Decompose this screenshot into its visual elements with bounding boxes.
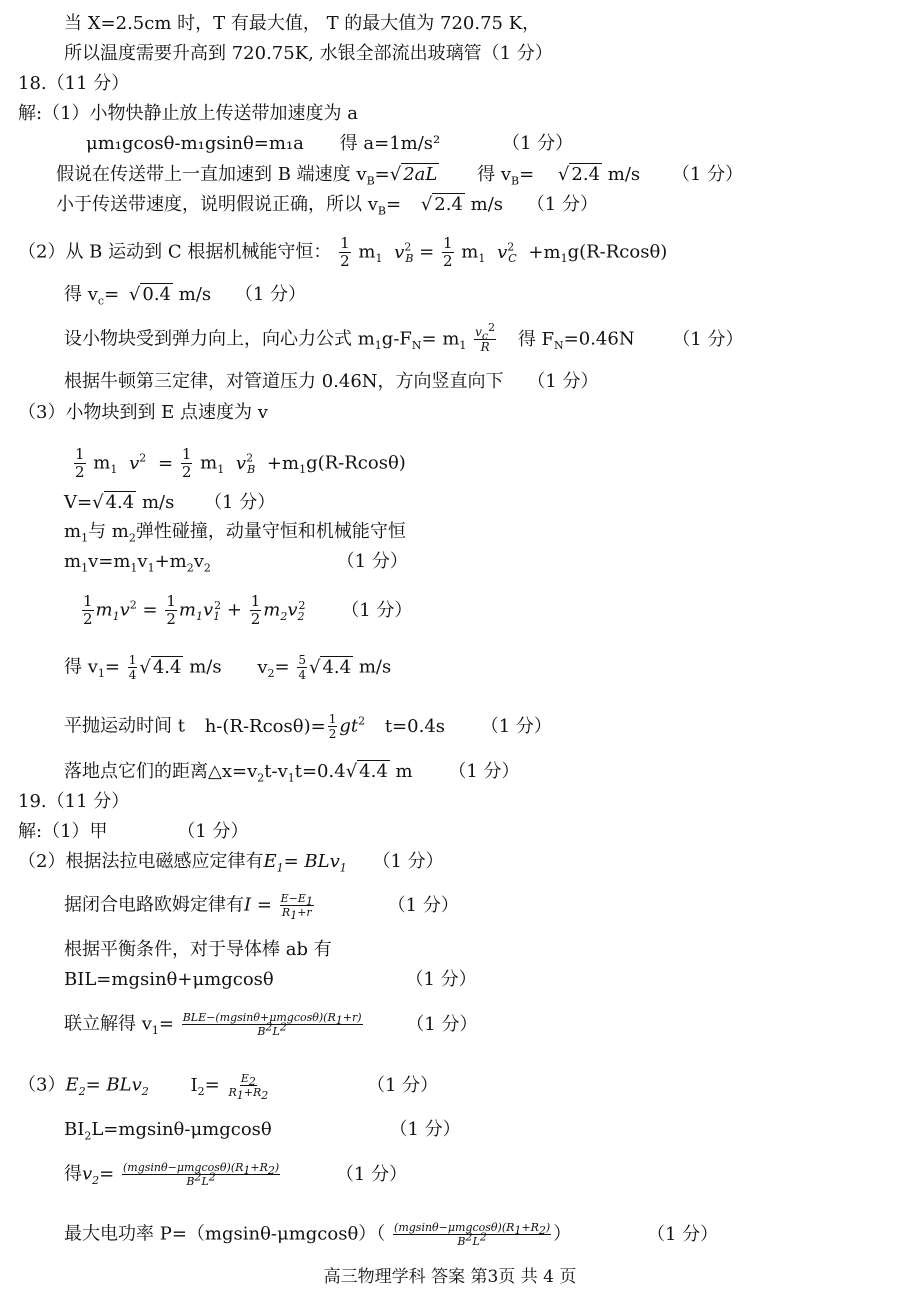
text-line: 根据平衡条件，对于导体棒 ab 有 [64, 939, 332, 960]
text-line: （3）小物块到到 E 点速度为 v [18, 402, 268, 423]
equation-line: 得$v_2=$ $\frac{(mgsin\theta-\mu mgcos\theta)(R_1+R_2)}{B^2L^2}$ （1 分） [64, 1161, 408, 1188]
page-footer: 高三物理学科 答案 第3页 共 4 页 [323, 1267, 577, 1287]
text-line: 得 $v_c=$ √ 0.4 m/s （1 分） [64, 284, 307, 308]
equation-line: $\frac{1}{2}$ $m_1$ $v^2$ = $\frac{1}{2}$ $m_1$ $v^2_B +m_1g(R-Rcos\theta)$ [75, 445, 406, 481]
text-line: 根据牛顿第三定律，对管道压力 0.46N，方向竖直向下 （1 分） [64, 371, 599, 392]
text-line: V=√ 4.4 m/s （1 分） [64, 492, 276, 513]
equation-line: $m_1v=m_1v_1+m_2v_2$ （1 分） [64, 551, 408, 575]
equation-line: 平抛运动时间 t h-(R-Rcosθ)= $\frac{1}{2}$ $gt^2$ t=0.4s （1 分） [64, 712, 552, 741]
text-line: 设小物块受到弹力向上，向心力公式 $m_1g-F_N= m_1$ $\frac{v_c^2}{R}$ 得 $F_N=0.46N$ （1 分） [64, 321, 744, 354]
equation-line: μm₁gcosθ-m₁gsinθ=m₁a 得 a=1m/s² （1 分） [86, 133, 574, 154]
equation-line: $(3)E_2= BLv_2$ $I_2=$ $\frac{E_2}{R_1+R_2}$ （1 分） [18, 1072, 439, 1103]
text-line: 解:（1）甲 （1 分） [18, 821, 249, 842]
equation-line: $BI_2L=mgsin\theta$-μmgcosθ （1 分） [64, 1119, 461, 1143]
text-line: （2）根据法拉电磁感应定律有$E_1= BLv_1$ （1 分） [18, 851, 444, 875]
text-line: （2）从 B 运动到 C 根据机械能守恒： $\frac{1}{2}$ $m_1$ $v^2_B$ = $\frac{1}{2}$ $m_1$ $v^2_C +m_1g(R-Rcos\theta)$ [18, 234, 668, 270]
equation-line: 得 $v_1=$ $\frac{1}{4}$ √ 4.4 m/s $v_2=$ $\frac{5}{4}$ √ 4.4 m/s [64, 653, 392, 682]
text-line: 所以温度需要升高到 720.75K, 水银全部流出玻璃管（1 分） [64, 43, 553, 64]
equation-line: BIL=mgsinθ+μmgcosθ （1 分） [64, 969, 477, 990]
text-line: 据闭合电路欧姆定律有I = $\frac{E-E_1}{R_1+r}$ （1 分） [64, 892, 459, 923]
text-line: 解:（1）小物快静止放上传送带加速度为 a [18, 103, 358, 124]
text-line: 小于传送带速度，说明假说正确，所以 $v_B=$ √ 2.4 m/s （1 分） [56, 194, 598, 218]
question-heading: 19.（11 分） [18, 791, 130, 812]
text-line: 落地点它们的距离$\triangle x=v_2t-v_1t=0.4√$ 4.4 m （1 分） [64, 761, 520, 785]
text-line: 假说在传送带上一直加速到 B 端速度 $v_B=√$ 2aL 得 $v_B=$ √ 2.4 m/s （1 分） [56, 164, 744, 188]
text-line: $m_1$与 $m_2$弹性碰撞，动量守恒和机械能守恒 [64, 521, 406, 545]
equation-line: $\frac{1}{2}$ $m_1v^2$ = $\frac{1}{2}$ $m_1v_1^2$ + $\frac{1}{2}$ $m_2v_2^2$ （1 分） [83, 592, 413, 628]
text-line: 当 X=2.5cm 时，T 有最大值， T 的最大值为 720.75 K， [64, 13, 541, 34]
equation-line: 联立解得 $v_1=$ $\frac{BLE-(mgsin\theta+\mu mgcos\theta)(R_1+r)}{B^2L^2}$ （1 分） [64, 1011, 478, 1038]
equation-line: 最大电功率 P=（mgsinθ-μmgcosθ）（ $\frac{(mgsin\theta-\mu mgcos\theta)(R_1+R_2)}{B^2L^2}$ ） （1 分） [64, 1221, 719, 1248]
question-heading: 18.（11 分） [18, 73, 130, 94]
